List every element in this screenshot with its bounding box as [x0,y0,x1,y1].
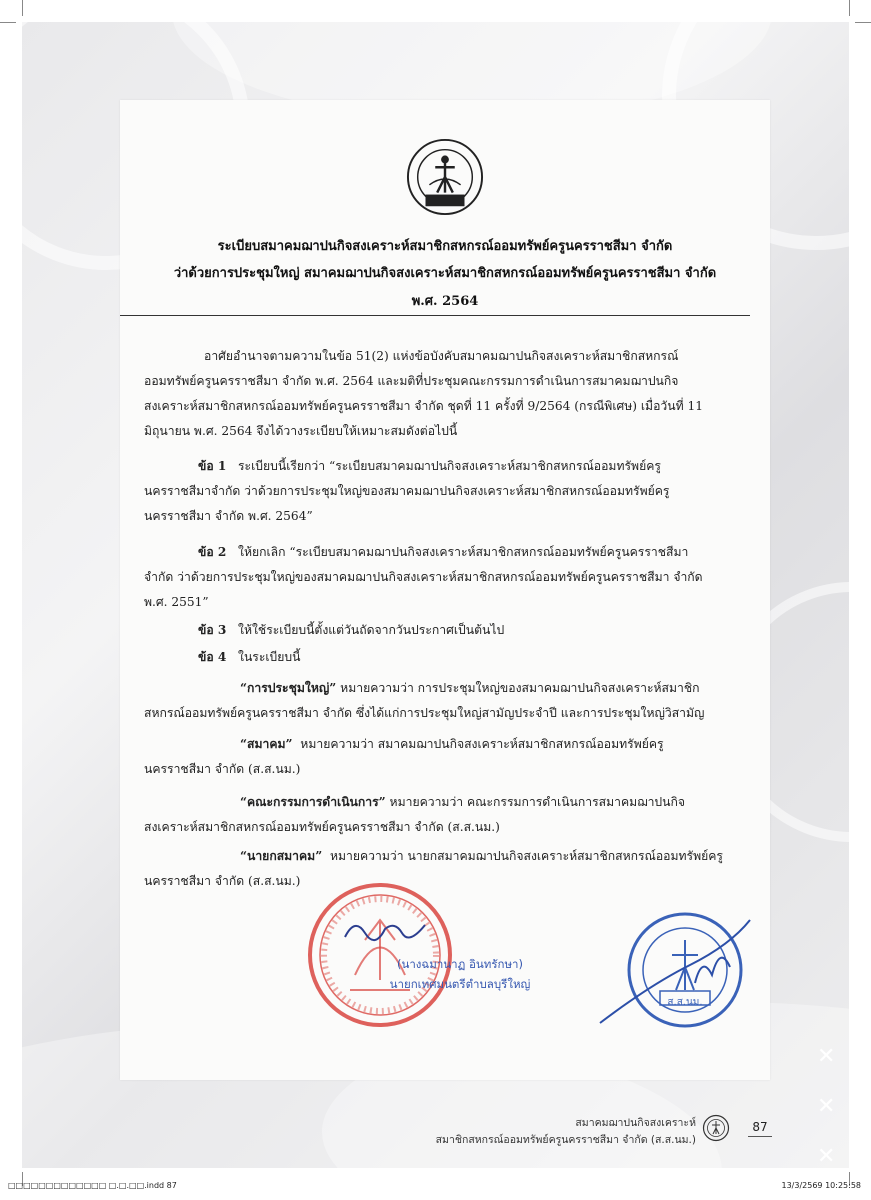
print-slug-file: □□□□□□□□□□□□□ □.□.□□.indd 87 [8,1181,177,1190]
decor-x-icon: ✕ [817,1094,836,1119]
association-logo [406,138,484,216]
clause-2: ข้อ 2 ให้ยกเลิก “ระเบียบสมาคมฌาปนกิจสงเคราะห์สมาชิกสหกรณ์ออมทรัพย์ครูนครราชสีมา จำกัด ว่าด้วยการประชุมใหญ่ของสมาคมฌาปนกิจสงเคราะห์สมาชิกสหกรณ์ออมทรัพย์ครูนครราชสีมา จำกัด พ.ศ. 2551” [144,545,703,609]
crop-mark [849,0,850,16]
clause-1-label: ข้อ 1 [198,459,227,473]
blue-seal-label: ส.ส.นม. [667,997,703,1008]
preamble: อาศัยอำนาจตามความในข้อ 51(2) แห่งข้อบังคับสมาคมฌาปนกิจสงเคราะห์สมาชิกสหกรณ์ ออมทรัพย์ครูนครราชสีมา จำกัด พ.ศ. 2564 และมติที่ประชุมคณะกรรมการดำเนินการสมาคมฌาปนกิจ สงเคราะห์สมาชิกสหกรณ์ออมทรัพย์ครูนครราชสีมา จำกัด ชุดที่ 11 ครั้งที่ 9/2564 (กรณีพิเศษ) เมื่อวันที่ 11 มิถุนายน พ.ศ. 2564 จึงได้วางระเบียบให้เหมาะสมดังต่อไปนี้ [144,349,703,438]
crop-mark [0,22,16,23]
definition-general-meeting: “การประชุมใหญ่” หมายความว่า การประชุมใหญ่ของสมาคมฌาปนกิจสงเคราะห์สมาชิก สหกรณ์ออมทรัพย์ครูนครราชสีมา จำกัด ซึ่งได้แก่การประชุมใหญ่สามัญประจำปี และการประชุมใหญ่วิสามัญ [144,681,705,720]
document-title-year: พ.ศ. 2564 [411,294,479,309]
document-title-line-1: ระเบียบสมาคมฌาปนกิจสงเคราะห์สมาชิกสหกรณ์ออมทรัพย์ครูนครราชสีมา จำกัด [217,239,673,254]
clause-3-label: ข้อ 3 [198,623,227,637]
signer-name: (นางฉมานาฏ อินทรักษา) [396,957,523,971]
print-slug-date: 13/3/2569 10:25:58 [781,1181,861,1190]
scanned-document [120,100,770,1080]
footer-cooperative-name: สมาชิกสหกรณ์ออมทรัพย์ครูนครราชสีมา จำกัด (ส.ส.นม.) [435,1134,696,1146]
document-title-line-2: ว่าด้วยการประชุมใหญ่ สมาคมฌาปนกิจสงเคราะห์สมาชิกสหกรณ์ออมทรัพย์ครูนครราชสีมา จำกัด [173,266,717,281]
decor-x-icon: ✕ [817,1044,836,1069]
definition-president: “นายกสมาคม” หมายความว่า นายกสมาคมฌาปนกิจสงเคราะห์สมาชิกสหกรณ์ออมทรัพย์ครู นครราชสีมา จำกัด (ส.ส.นม.) [144,849,723,888]
clause-3: ข้อ 3 ให้ใช้ระเบียบนี้ตั้งแต่วันถัดจากวันประกาศเป็นต้นไป [198,623,505,637]
red-official-seal [305,880,455,1030]
clause-4-label: ข้อ 4 [198,650,227,664]
clause-4: ข้อ 4 ในระเบียบนี้ [198,650,301,664]
title-divider [120,315,750,316]
footer-logo-icon [702,1114,730,1142]
clause-2-label: ข้อ 2 [198,545,227,559]
footer-association-name: สมาคมฌาปนกิจสงเคราะห์ [575,1117,696,1129]
signer-title: นายกเทศมนตรีตำบลบุรีใหญ่ [389,977,531,991]
blue-association-seal [590,905,760,1035]
crop-mark [855,22,871,23]
crop-mark [22,0,23,16]
definition-association: “สมาคม” หมายความว่า สมาคมฌาปนกิจสงเคราะห์สมาชิกสหกรณ์ออมทรัพย์ครู นครราชสีมา จำกัด (ส.ส.นม.) [144,737,664,776]
clause-1: ข้อ 1 ระเบียบนี้เรียกว่า “ระเบียบสมาคมฌาปนกิจสงเคราะห์สมาชิกสหกรณ์ออมทรัพย์ครู นครราชสีมาจำกัด ว่าด้วยการประชุมใหญ่ของสมาคมฌาปนกิจสงเคราะห์สมาชิกสหกรณ์ออมทรัพย์ครู นครราชสีมา จำกัด พ.ศ. 2564” [144,459,670,523]
definition-committee: “คณะกรรมการดำเนินการ” หมายความว่า คณะกรรมการดำเนินการสมาคมฌาปนกิจ สงเคราะห์สมาชิกสหกรณ์ออมทรัพย์ครูนครราชสีมา จำกัด (ส.ส.นม.) [144,795,686,834]
page-number: 87 [748,1120,772,1137]
decor-x-icon: ✕ [817,1144,836,1168]
signature-scribble [340,915,430,945]
